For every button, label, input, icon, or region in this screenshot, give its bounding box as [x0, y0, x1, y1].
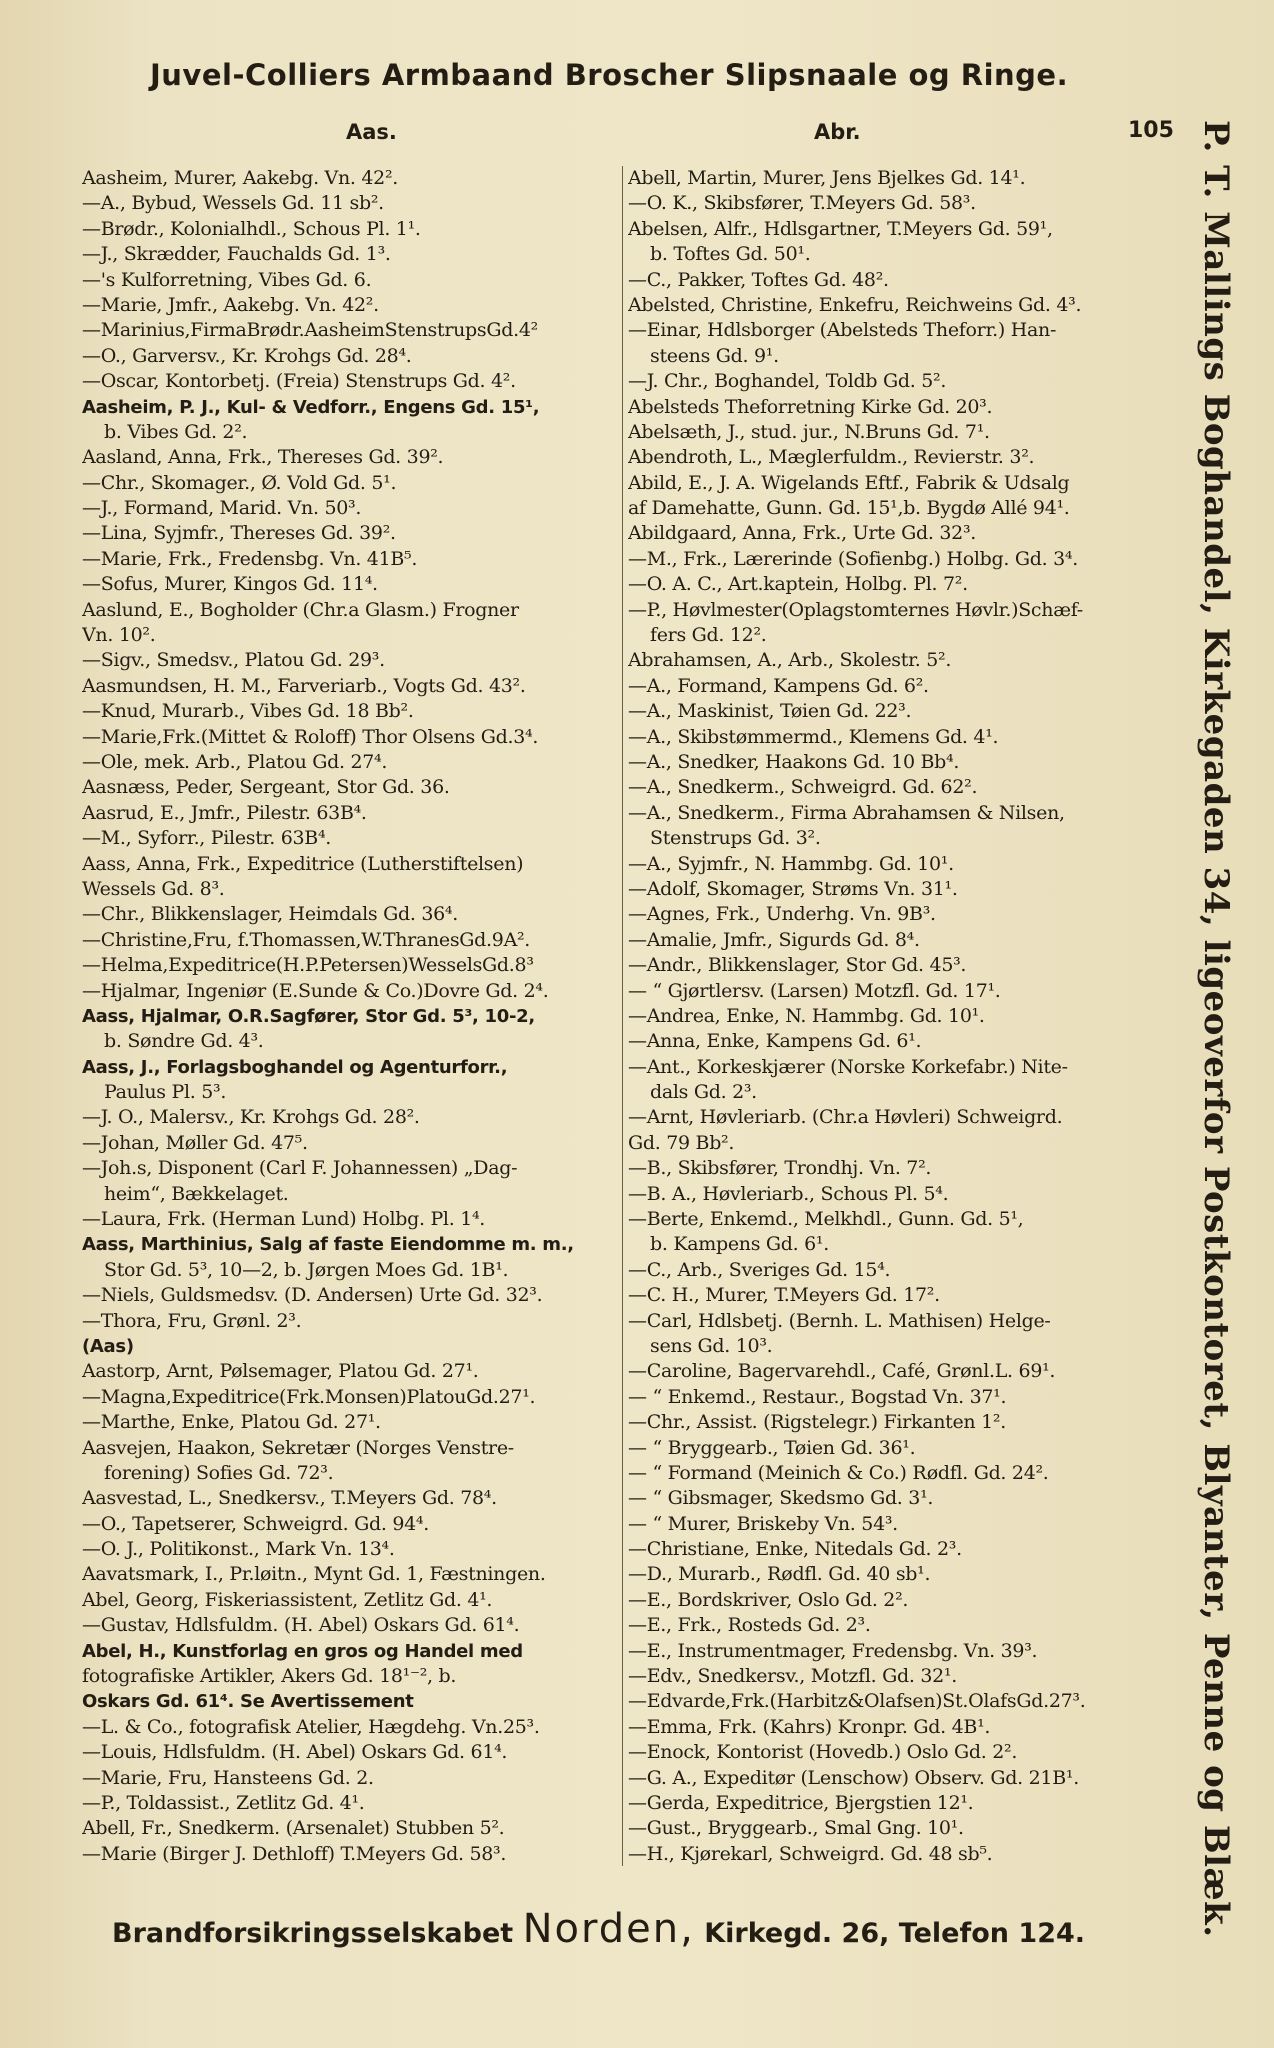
directory-entry-line: —Marthe, Enke, Platou Gd. 27¹. — [82, 1411, 381, 1434]
directory-entry-line: Aavatsmark, I., Pr.løitn., Mynt Gd. 1, Fæstningen. — [82, 1563, 546, 1586]
directory-entry-line: — “ Enkemd., Restaur., Bogstad Vn. 37¹. — [628, 1385, 1007, 1408]
directory-entry-line: —E., Frk., Rosteds Gd. 2³. — [628, 1614, 871, 1637]
directory-entry-line: —Laura, Frk. (Herman Lund) Holbg. Pl. 1⁴. — [82, 1208, 486, 1231]
directory-entry-line: —Agnes, Frk., Underhg. Vn. 9B³. — [628, 903, 936, 926]
directory-entry-line: —Gustav, Hdlsfuldm. (H. Abel) Oskars Gd. 61⁴. — [82, 1614, 520, 1637]
directory-entry-line: Paulus Pl. 5³. — [104, 1081, 227, 1104]
directory-entry-line: Aasnæss, Peder, Sergeant, Stor Gd. 36. — [82, 776, 450, 799]
directory-entry-line: —A., Snedkerm., Firma Abrahamsen & Nilsen, — [628, 801, 1065, 824]
directory-entry-line: —Hjalmar, Ingeniør (E.Sunde & Co.)Dovre Gd. 2⁴. — [82, 979, 549, 1002]
directory-entry-line: —O. K., Skibsfører, T.Meyers Gd. 58³. — [628, 192, 976, 215]
directory-entry-line: Abel, H., Kunstforlag en gros og Handel med — [82, 1640, 523, 1662]
directory-entry-line: —Sigv., Smedsv., Platou Gd. 29³. — [82, 649, 385, 672]
left-column-heading: Aas. — [346, 120, 397, 144]
directory-entry-line: —Arnt, Høvleriarb. (Chr.a Høvleri) Schweigrd. — [628, 1106, 1063, 1129]
directory-entry-line: Abild, E., J. A. Wigelands Eftf., Fabrik & Udsalg — [628, 471, 1070, 494]
directory-entry-line: —O., Garversv., Kr. Krohgs Gd. 28⁴. — [82, 344, 412, 367]
directory-entry-line: Oskars Gd. 61⁴. Se Avertissement — [82, 1691, 414, 1713]
directory-entry-line: Abildgaard, Anna, Frk., Urte Gd. 32³. — [628, 522, 977, 545]
directory-entry-line: heim“, Bækkelaget. — [104, 1182, 289, 1205]
directory-entry-line: —J. O., Malersv., Kr. Krohgs Gd. 28². — [82, 1106, 420, 1129]
directory-entry-line: —Louis, Hdlsfuldm. (H. Abel) Oskars Gd. 61⁴. — [82, 1741, 508, 1764]
directory-entry-line: Aasvejen, Haakon, Sekretær (Norges Venstre- — [82, 1436, 514, 1459]
directory-entry-line: —O., Tapetserer, Schweigrd. Gd. 94⁴. — [82, 1512, 429, 1535]
directory-entry-line: —Edvarde,Frk.(Harbitz&Olafsen)St.OlafsGd.27³. — [628, 1690, 1086, 1713]
directory-entry-line: —Andr., Blikkenslager, Stor Gd. 45³. — [628, 954, 967, 977]
directory-entry-line: —P., Høvlmester(Oplagstomternes Høvlr.)Schæf- — [628, 598, 1083, 621]
directory-entry-line: —'s Kulforretning, Vibes Gd. 6. — [82, 268, 372, 291]
directory-entry-line: Abell, Fr., Snedkerm. (Arsenalet) Stubben 5². — [82, 1817, 505, 1840]
directory-entry-line: —E., Bordskriver, Oslo Gd. 2². — [628, 1588, 909, 1611]
directory-entry-line: —J., Formand, Marid. Vn. 50³. — [82, 497, 362, 520]
directory-entry-line: —M., Syforr., Pilestr. 63B⁴. — [82, 827, 332, 850]
directory-entry-line: —Marie (Birger J. Dethloff) T.Meyers Gd. 58³. — [82, 1842, 507, 1865]
bottom-advertisement — [112, 1906, 1192, 1952]
directory-entry-line: Aastorp, Arnt, Pølsemager, Platou Gd. 27¹. — [82, 1360, 479, 1383]
directory-entry-line: Abelsteds Theforretning Kirke Gd. 20³. — [628, 395, 993, 418]
directory-entry-line: Aasvestad, L., Snedkersv., T.Meyers Gd. 78⁴. — [82, 1487, 497, 1510]
directory-entry-line: Stenstrups Gd. 3². — [650, 827, 821, 850]
directory-entry-line: —P., Toldassist., Zetlitz Gd. 4¹. — [82, 1792, 365, 1814]
directory-entry-line: Aasland, Anna, Frk., Thereses Gd. 39². — [82, 446, 444, 469]
directory-entry-line: —Chr., Assist. (Rigstelegr.) Firkanten 1². — [628, 1411, 1006, 1434]
directory-entry-line: —Christine,Fru, f.Thomassen,W.ThranesGd.9A². — [82, 928, 531, 951]
directory-entry-line: —A., Syjmfr., N. Hammbg. Gd. 10¹. — [628, 852, 954, 875]
directory-entry-line: b. Vibes Gd. 2². — [104, 420, 248, 443]
directory-entry-line: Abrahamsen, A., Arb., Skolestr. 5². — [628, 649, 952, 672]
directory-entry-line: —Oscar, Kontorbetj. (Freia) Stenstrups Gd. 4². — [82, 370, 516, 393]
bottom-ad-name: Norden, — [522, 1906, 695, 1952]
column-divider — [622, 166, 623, 1866]
directory-entry-line: —J. Chr., Boghandel, Toldb Gd. 5². — [628, 370, 947, 393]
directory-entry-line: —Marie, Frk., Fredensbg. Vn. 41B⁵. — [82, 547, 418, 570]
directory-entry-line: —Gerda, Expeditrice, Bjergstien 12¹. — [628, 1792, 974, 1814]
directory-entry-line: Abendroth, L., Mæglerfuldm., Revierstr. 3². — [628, 446, 1035, 469]
directory-entry-line: —J., Skrædder, Fauchalds Gd. 1³. — [82, 243, 391, 266]
directory-entry-line: Abelsted, Christine, Enkefru, Reichweins Gd. 4³. — [628, 293, 1082, 316]
directory-entry-line: Abell, Martin, Murer, Jens Bjelkes Gd. 14¹. — [628, 167, 1026, 189]
directory-entry-line: —Christiane, Enke, Nitedals Gd. 2³. — [628, 1538, 962, 1561]
directory-entry-line: —Chr., Blikkenslager, Heimdals Gd. 36⁴. — [82, 903, 458, 926]
directory-entry-line: —C., Arb., Sveriges Gd. 15⁴. — [628, 1258, 891, 1281]
directory-entry-line: —O. A. C., Art.kaptein, Holbg. Pl. 7². — [628, 573, 968, 596]
directory-entry-line: b. Kampens Gd. 6¹. — [650, 1233, 829, 1256]
directory-entry-line: —Marie,Frk.(Mittet & Roloff) Thor Olsens Gd.3⁴. — [82, 725, 539, 748]
directory-entry-line: —Brødr., Kolonialhdl., Schous Pl. 1¹. — [82, 217, 421, 240]
directory-entry-line: Aasheim, Murer, Aakebg. Vn. 42². — [82, 167, 399, 189]
side-advertisement-wrap — [1176, 120, 1256, 1938]
directory-entry-line: —C., Pakker, Toftes Gd. 48². — [628, 268, 889, 291]
directory-entry-line: —A., Snedker, Haakons Gd. 10 Bb⁴. — [628, 750, 960, 773]
directory-entry-line: —Joh.s, Disponent (Carl F. Johannessen) „Dag- — [82, 1157, 518, 1180]
directory-entry-line: —B., Skibsfører, Trondhj. Vn. 7². — [628, 1157, 932, 1180]
directory-entry-line: —Niels, Guldsmedsv. (D. Andersen) Urte Gd. 32³. — [82, 1284, 543, 1307]
directory-entry-line: —H., Kjørekarl, Schweigrd. Gd. 48 sb⁵. — [628, 1842, 993, 1865]
directory-entry-line: —Enock, Kontorist (Hovedb.) Oslo Gd. 2². — [628, 1741, 1018, 1764]
directory-entry-line: —Johan, Møller Gd. 47⁵. — [82, 1131, 308, 1154]
directory-entry-line: —L. & Co., fotografisk Atelier, Hægdehg. Vn.25³. — [82, 1715, 540, 1738]
left-column — [82, 166, 622, 1867]
directory-entry-line: — “ Formand (Meinich & Co.) Rødfl. Gd. 24². — [628, 1461, 1049, 1484]
directory-entry-line: Aass, Hjalmar, O.R.Sagfører, Stor Gd. 5³, 10-2, — [82, 1005, 535, 1027]
directory-entry-line: —Marinius,FirmaBrødr.AasheimStenstrupsGd.4² — [82, 319, 538, 342]
directory-entry-line: — “ Bryggearb., Tøien Gd. 36¹. — [628, 1436, 916, 1459]
directory-entry-line: Aass, Marthinius, Salg af faste Eiendomme m. m., — [82, 1234, 574, 1256]
directory-entry-line: — “ Gjørtlersv. (Larsen) Motzfl. Gd. 17¹. — [628, 979, 1001, 1002]
directory-entry-line: Gd. 79 Bb². — [628, 1131, 735, 1154]
directory-entry-line: b. Søndre Gd. 4³. — [104, 1030, 264, 1053]
directory-entry-line: Aaslund, E., Bogholder (Chr.a Glasm.) Frogner — [82, 598, 519, 621]
directory-entry-line: —Gust., Bryggearb., Smal Gng. 10¹. — [628, 1817, 964, 1840]
directory-entry-line: —Einar, Hdlsborger (Abelsteds Theforr.) Han- — [628, 319, 1057, 342]
directory-entry-line: —M., Frk., Lærerinde (Sofienbg.) Holbg. Gd. 3⁴. — [628, 547, 1078, 570]
directory-entry-line: —Lina, Syjmfr., Thereses Gd. 39². — [82, 522, 396, 545]
directory-entry-line: —A., Bybud, Wessels Gd. 11 sb². — [82, 192, 384, 215]
directory-entry-line: Aass, J., Forlagsboghandel og Agenturforr., — [82, 1056, 508, 1078]
directory-entry-line: —Amalie, Jmfr., Sigurds Gd. 8⁴. — [628, 928, 920, 951]
directory-entry-line: Abelsen, Alfr., Hdlsgartner, T.Meyers Gd. 59¹, — [628, 217, 1053, 240]
directory-entry-line: —Anna, Enke, Kampens Gd. 6¹. — [628, 1030, 922, 1053]
directory-entry-line: —A., Maskinist, Tøien Gd. 22³. — [628, 700, 912, 723]
directory-entry-line: —Edv., Snedkersv., Motzfl. Gd. 32¹. — [628, 1665, 957, 1688]
directory-entry-line: —Helma,Expeditrice(H.P.Petersen)WesselsGd.8³ — [82, 954, 534, 977]
directory-entry-line: —Sofus, Murer, Kingos Gd. 11⁴. — [82, 573, 378, 596]
directory-entry-line: (Aas) — [82, 1335, 134, 1357]
directory-entry-line: —D., Murarb., Rødfl. Gd. 40 sb¹. — [628, 1563, 931, 1586]
bottom-ad-prefix: Brandforsikringsselskabet — [112, 1918, 514, 1949]
directory-entry-line: dals Gd. 2³. — [650, 1081, 757, 1104]
directory-entry-line: —Berte, Enkemd., Melkhdl., Gunn. Gd. 5¹, — [628, 1208, 1024, 1231]
directory-entry-line: —A., Formand, Kampens Gd. 6². — [628, 674, 929, 697]
directory-entry-line: Aasrud, E., Jmfr., Pilestr. 63B⁴. — [82, 801, 367, 824]
directory-entry-line: —Ant., Korkeskjærer (Norske Korkefabr.) Nite- — [628, 1055, 1068, 1078]
directory-entry-line: —A., Skibstømmermd., Klemens Gd. 4¹. — [628, 725, 999, 748]
directory-entry-line: steens Gd. 9¹. — [650, 344, 779, 367]
directory-entry-line: Aasheim, P. J., Kul- & Vedforr., Engens Gd. 15¹, — [82, 396, 540, 418]
directory-entry-line: —E., Instrumentmager, Fredensbg. Vn. 39³. — [628, 1639, 1038, 1662]
directory-entry-line: —Caroline, Bagervarehdl., Café, Grønl.L. 69¹. — [628, 1360, 1056, 1383]
directory-entry-line: —Thora, Fru, Grønl. 2³. — [82, 1309, 302, 1332]
top-advertisement: Juvel-Colliers Armbaand Broscher Slipsnaale og Ringe. — [150, 58, 1069, 92]
directory-entry-line: sens Gd. 10³. — [650, 1334, 773, 1357]
directory-entry-line: — “ Gibsmager, Skedsmo Gd. 3¹. — [628, 1487, 934, 1510]
directory-entry-line: —O. J., Politikonst., Mark Vn. 13⁴. — [82, 1538, 395, 1561]
directory-entry-line: Aass, Anna, Frk., Expeditrice (Lutherstiftelsen) — [82, 852, 524, 875]
directory-entry-line: Abel, Georg, Fiskeriassistent, Zetlitz Gd. 4¹. — [82, 1588, 493, 1611]
directory-entry-line: Aasmundsen, H. M., Farveriarb., Vogts Gd. 43². — [82, 674, 526, 697]
directory-entry-line: —Ole, mek. Arb., Platou Gd. 27⁴. — [82, 750, 388, 773]
right-column — [628, 166, 1168, 1867]
directory-entry-line: Vn. 10². — [82, 624, 156, 647]
directory-entry-line: —Carl, Hdlsbetj. (Bernh. L. Mathisen) Helge- — [628, 1309, 1051, 1332]
directory-entry-line: —Magna,Expeditrice(Frk.Monsen)PlatouGd.27¹. — [82, 1385, 536, 1408]
directory-entry-line: —Marie, Fru, Hansteens Gd. 2. — [82, 1766, 374, 1789]
directory-entry-line: forening) Sofies Gd. 72³. — [104, 1461, 334, 1484]
directory-entry-line: —Marie, Jmfr., Aakebg. Vn. 42². — [82, 293, 379, 316]
directory-entry-line: —B. A., Høvleriarb., Schous Pl. 5⁴. — [628, 1182, 949, 1205]
bottom-ad-suffix: Kirkegd. 26, Telefon 124. — [704, 1918, 1086, 1949]
directory-entry-line: —G. A., Expeditør (Lenschow) Observ. Gd. 21B¹. — [628, 1766, 1079, 1789]
right-column-heading: Abr. — [814, 120, 861, 144]
directory-entry-line: —Chr., Skomager., Ø. Vold Gd. 5¹. — [82, 471, 397, 494]
directory-entry-line: —A., Snedkerm., Schweigrd. Gd. 62². — [628, 776, 978, 799]
directory-entry-line: fotografiske Artikler, Akers Gd. 18¹⁻², b. — [82, 1665, 457, 1688]
directory-entry-line: — “ Murer, Briskeby Vn. 54³. — [628, 1512, 898, 1535]
directory-entry-line: —Adolf, Skomager, Strøms Vn. 31¹. — [628, 877, 958, 900]
directory-entry-line: b. Toftes Gd. 50¹. — [650, 243, 811, 266]
directory-entry-line: —Andrea, Enke, N. Hammbg. Gd. 10¹. — [628, 1004, 985, 1027]
side-advertisement: P. T. Mallings Boghandel, Kirkegaden 34, ligeoverfor Postkontoret, Blyanter, Penne og Blæk. — [1196, 120, 1236, 1938]
directory-entry-line: af Damehatte, Gunn. Gd. 15¹,b. Bygdø Allé 94¹. — [628, 497, 1070, 520]
directory-entry-line: —C. H., Murer, T.Meyers Gd. 17². — [628, 1284, 940, 1307]
directory-entry-line: Wessels Gd. 8³. — [82, 877, 225, 900]
directory-entry-line: Stor Gd. 5³, 10—2, b. Jørgen Moes Gd. 1B¹. — [104, 1258, 509, 1281]
directory-entry-line: —Knud, Murarb., Vibes Gd. 18 Bb². — [82, 700, 414, 723]
directory-entry-line: fers Gd. 12². — [650, 624, 767, 647]
directory-entry-line: —Emma, Frk. (Kahrs) Kronpr. Gd. 4B¹. — [628, 1715, 991, 1738]
directory-entry-line: Abelsæth, J., stud. jur., N.Bruns Gd. 7¹. — [628, 420, 990, 443]
page-number: 105 — [1128, 118, 1174, 143]
